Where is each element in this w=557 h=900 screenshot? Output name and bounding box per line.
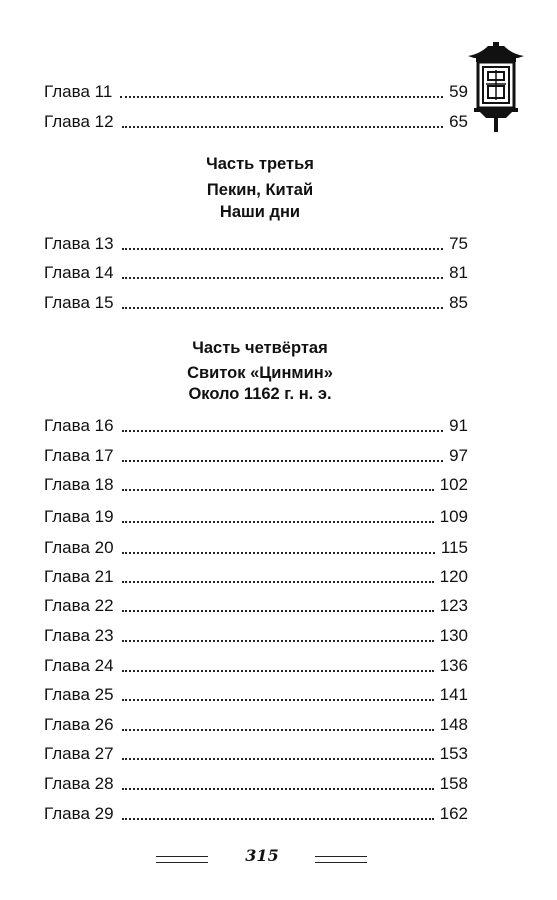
chapter-label: Глава 11 [44, 82, 113, 101]
toc-entry-12 [44, 106, 468, 132]
toc-entry-22 [44, 590, 468, 616]
page-number: 158 [439, 774, 468, 793]
part4-subtitle-name: Свиток «Цинмин» [187, 364, 333, 382]
dot-leader [122, 609, 434, 612]
toc-entry-15 [44, 287, 468, 313]
toc-entry-23 [44, 620, 468, 646]
dot-leader [122, 669, 434, 672]
chapter-label: Глава 22 [44, 596, 114, 615]
dot-leader [122, 429, 444, 432]
dot-leader [122, 247, 444, 250]
chapter-label: Глава 15 [44, 293, 114, 312]
page-number: 75 [449, 234, 468, 253]
part4-title: Часть четвёртая [192, 339, 328, 357]
page-number: 148 [439, 715, 468, 734]
page-number: 123 [439, 596, 468, 615]
dot-leader [122, 306, 444, 309]
chapter-label: Глава 20 [44, 538, 114, 557]
toc-entry-11 [44, 76, 468, 102]
dot-leader [122, 639, 434, 642]
toc-entry-29 [44, 798, 468, 824]
chinese-lantern-icon [466, 42, 526, 134]
page-number: 136 [439, 656, 468, 675]
dot-leader [122, 125, 444, 128]
dot-leader [122, 459, 444, 462]
page-number: 153 [439, 744, 468, 763]
toc-entry-27 [44, 738, 468, 764]
part3-title: Часть третья [206, 155, 314, 173]
dot-leader [122, 520, 434, 523]
page-number: 85 [449, 293, 468, 312]
chapter-label: Глава 18 [44, 475, 114, 494]
chapter-label: Глава 17 [44, 446, 114, 465]
dot-leader [122, 728, 434, 731]
chapter-label: Глава 14 [44, 263, 114, 282]
page-number: 65 [449, 112, 468, 131]
part4-subtitle-time: Около 1162 г. н. э. [188, 385, 332, 403]
part3-subtitle-time: Наши дни [219, 203, 301, 221]
chapter-label: Глава 27 [44, 744, 114, 763]
page-number: 109 [439, 507, 468, 526]
dot-leader [122, 787, 434, 790]
toc-entry-21 [44, 561, 468, 587]
page-number: 97 [449, 446, 468, 465]
footer-ornament-left [156, 856, 208, 863]
page-number: 141 [439, 685, 468, 704]
page-number: 115 [440, 538, 468, 557]
page-number: 91 [449, 416, 468, 435]
chapter-label: Глава 12 [44, 112, 114, 131]
chapter-label: Глава 24 [44, 656, 114, 675]
chapter-label: Глава 13 [44, 234, 114, 253]
chapter-label: Глава 28 [44, 774, 114, 793]
page-number: 120 [439, 567, 468, 586]
footer-ornament-right [315, 856, 367, 863]
page-number: 59 [449, 82, 468, 101]
dot-leader [122, 757, 434, 760]
dot-leader [122, 488, 434, 491]
chapter-label: Глава 25 [44, 685, 114, 704]
dot-leader [122, 580, 434, 583]
chapter-label: Глава 29 [44, 804, 114, 823]
toc-entry-25 [44, 679, 468, 705]
toc-entry-26 [44, 709, 468, 735]
toc-entry-17 [44, 440, 468, 466]
toc-entry-20 [44, 532, 468, 558]
toc-entry-14 [44, 257, 468, 283]
page-number: 130 [439, 626, 468, 645]
chapter-label: Глава 16 [44, 416, 114, 435]
dot-leader [122, 698, 434, 701]
toc-entry-13 [44, 228, 468, 254]
chapter-label: Глава 21 [44, 567, 114, 586]
toc-entry-18 [44, 469, 468, 495]
toc-entry-24 [44, 650, 468, 676]
dot-leader [120, 95, 443, 98]
page-number: 162 [439, 804, 468, 823]
toc-entry-28 [44, 768, 468, 794]
chapter-label: Глава 26 [44, 715, 114, 734]
toc-entry-16 [44, 410, 468, 436]
dot-leader [122, 551, 435, 554]
part3-subtitle-place: Пекин, Китай [206, 181, 314, 199]
footer-page-number: 315 [245, 846, 279, 865]
dot-leader [122, 817, 434, 820]
page-number: 102 [439, 475, 468, 494]
page-number: 81 [449, 263, 468, 282]
dot-leader [122, 276, 444, 279]
chapter-label: Глава 23 [44, 626, 114, 645]
toc-entry-19 [44, 501, 468, 527]
chapter-label: Глава 19 [44, 507, 114, 526]
